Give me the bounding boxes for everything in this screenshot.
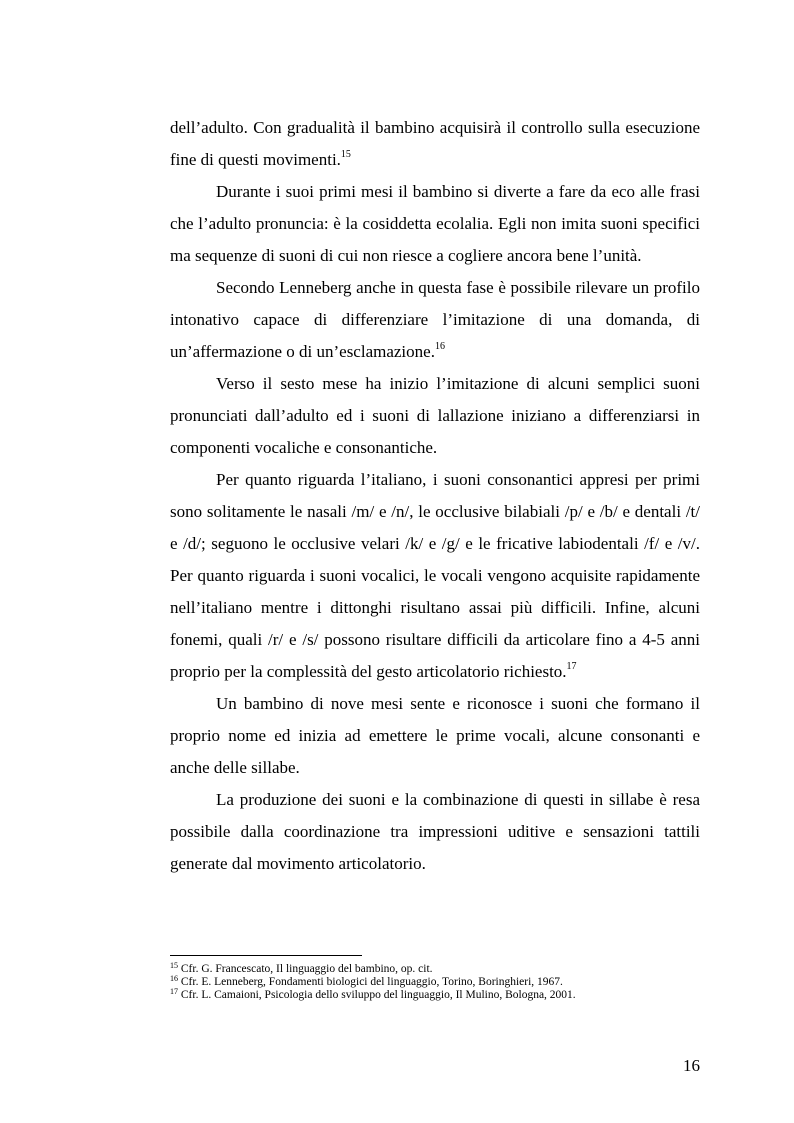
page-number: 16 [683,1056,700,1075]
footnote-separator [170,955,362,956]
paragraph-text: La produzione dei suoni e la combinazione di questi in sillabe è resa possibile dalla coordinazione tra impressioni uditive e sensazioni tattili generate dal movimento articolatorio. [170,790,700,873]
footnote-number: 15 [170,961,178,970]
footnote-15 [170,963,700,976]
footnote-ref-16[interactable]: 16 [434,341,445,352]
footnote-17 [170,989,700,1002]
paragraph-6 [170,688,700,784]
footnote-text: Cfr. G. Francescato, Il linguaggio del bambino, op. cit. [180,963,433,975]
footnote-ref-17[interactable]: 17 [566,661,577,672]
footnote-ref-15[interactable]: 15 [340,149,351,160]
footnote-number: 16 [170,974,178,983]
paragraph-3 [170,272,700,368]
paragraph-7 [170,784,700,880]
footnote-text: Cfr. L. Camaioni, Psicologia dello sviluppo del linguaggio, Il Mulino, Bologna, 2001. [180,989,576,1001]
footnote-number: 17 [170,987,178,996]
paragraph-1 [170,112,700,176]
footnote-text: Cfr. E. Lenneberg, Fondamenti biologici del linguaggio, Torino, Boringhieri, 1967. [180,976,563,988]
paragraph-text: Verso il sesto mese ha inizio l’imitazione di alcuni semplici suoni pronunciati dall’adulto ed i suoni di lallazione iniziano a differenziarsi in componenti vocaliche e consonantiche. [170,374,700,457]
paragraph-text: Secondo Lenneberg anche in questa fase è possibile rilevare un profilo intonativo capace di differenziare l’imitazione di una domanda, di un’affermazione o di un’esclamazione. [170,278,700,361]
paragraph-text: Durante i suoi primi mesi il bambino si diverte a fare da eco alle frasi che l’adulto pronuncia: è la cosiddetta ecolalia. Egli non imita suoni specifici ma sequenze di suoni di cui non riesce a cogliere ancora bene l’unità. [170,182,700,265]
paragraph-text: Un bambino di nove mesi sente e riconosce i suoni che formano il proprio nome ed inizia ad emettere le prime vocali, alcune consonanti e anche delle sillabe. [170,694,700,777]
paragraph-2 [170,176,700,272]
paragraph-text: dell’adulto. Con gradualità il bambino acquisirà il controllo sulla esecuzione fine di questi movimenti. [170,118,700,169]
paragraph-text: Per quanto riguarda l’italiano, i suoni consonantici appresi per primi sono solitamente le nasali /m/ e /n/, le occlusive bilabiali /p/ e /b/ e dentali /t/ e /d/; seguono le occlusive velari /k/ e /g/ e le fricative labiodentali /f/ e /v/. Per quanto riguarda i suoni vocalici, le vocali vengono acquisite rapidamente nell’italiano mentre i dittonghi risultano assai più difficili. Infine, alcuni fonemi, quali /r/ e /s/ possono risultare difficili da articolare fino a 4-5 anni proprio per la complessità del gesto articolatorio richiesto. [170,470,700,681]
paragraph-4 [170,368,700,464]
paragraph-5 [170,464,700,688]
footnotes [170,963,700,1002]
footnote-16 [170,976,700,989]
main-text [170,112,700,880]
